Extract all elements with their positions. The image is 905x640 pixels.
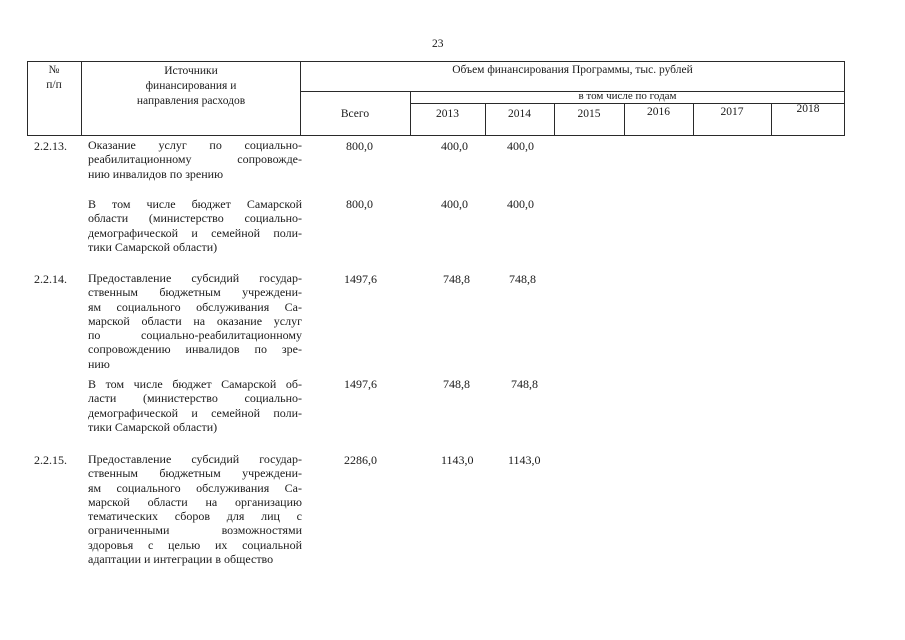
header-source-col	[82, 64, 300, 109]
desc-line: В том числе бюджет Самарской об-	[88, 377, 302, 391]
header-volume-title: Объем финансирования Программы, тыс. рублей	[452, 64, 693, 76]
header-source-line3: направления расходов	[136, 95, 246, 107]
header-year-2016: 2016	[647, 106, 670, 118]
header-top-border	[27, 61, 845, 62]
header-total: Всего	[340, 108, 370, 120]
row-total: 2286,0	[344, 453, 377, 467]
row-total: 800,0	[346, 139, 373, 153]
row-2013: 1143,0	[441, 453, 474, 467]
row-id: 2.2.13.	[34, 139, 67, 153]
row-description	[88, 271, 302, 371]
desc-line: демографической и семейной поли-	[88, 225, 302, 240]
header-num-abbr: п/п	[46, 79, 62, 91]
row-description	[88, 377, 302, 434]
desc-line: марской области на оказание услуг	[88, 313, 302, 328]
row-2014: 1143,0	[508, 453, 541, 467]
row-description	[88, 197, 302, 254]
header-year-2014: 2014	[508, 108, 531, 120]
page-number: 23	[432, 38, 444, 50]
row-id: 2.2.15.	[34, 453, 67, 467]
desc-line: ственным бюджетным учреждени-	[88, 466, 302, 481]
row-2013: 748,8	[443, 272, 470, 286]
desc-line: реабилитационному сопровожде-	[88, 152, 302, 167]
row-description	[88, 452, 302, 566]
row-2013: 400,0	[441, 197, 468, 211]
desc-line: ограниченными возможностями	[88, 523, 302, 538]
row-total: 1497,6	[344, 377, 377, 391]
row-description	[88, 138, 302, 181]
row-2013: 748,8	[443, 377, 470, 391]
desc-line: ям социального обслуживания Са-	[88, 480, 302, 495]
desc-line: области (министерство социально-	[88, 211, 302, 226]
header-year-2013: 2013	[436, 108, 459, 120]
desc-line: марской области на организацию	[88, 494, 302, 509]
desc-line: ственным бюджетным учреждени-	[88, 285, 302, 300]
desc-line: Оказание услуг по социально-	[88, 138, 302, 152]
header-source-line2: финансирования и	[145, 80, 237, 92]
row-total: 1497,6	[344, 272, 377, 286]
row-2014: 748,8	[511, 377, 538, 391]
header-by-years: в том числе по годам	[578, 90, 677, 102]
desc-line: тики Самарской области)	[88, 239, 218, 254]
desc-line: по социально-реабилитационному	[88, 328, 302, 343]
desc-line: В том числе бюджет Самарской	[88, 197, 302, 211]
header-source-line1: Источники	[164, 65, 218, 77]
header-num-sign: №	[48, 64, 60, 76]
header-bottom-border	[27, 135, 845, 136]
desc-line: адаптации и интеграции в общество	[88, 552, 274, 567]
row-2014: 400,0	[507, 197, 534, 211]
row-total: 800,0	[346, 197, 373, 211]
desc-line: Предоставление субсидий государ-	[88, 271, 302, 285]
desc-line: нию	[88, 356, 110, 371]
row-2013: 400,0	[441, 139, 468, 153]
desc-line: нию инвалидов по зрению	[88, 166, 224, 181]
header-year-2015: 2015	[577, 108, 601, 120]
desc-line: демографической и семейной поли-	[88, 405, 302, 420]
row-2014: 400,0	[507, 139, 534, 153]
desc-line: Предоставление субсидий государ-	[88, 452, 302, 466]
desc-line: тематических сборов для лиц с	[88, 509, 302, 524]
header-year-2017: 2017	[720, 106, 744, 118]
desc-line: тики Самарской области)	[88, 419, 218, 434]
desc-line: сопровождению инвалидов по зре-	[88, 342, 302, 357]
header-num-col	[27, 63, 81, 93]
row-2014: 748,8	[509, 272, 536, 286]
header-year-2018: 2018	[796, 103, 820, 115]
desc-line: здоровья с целью их социальной	[88, 537, 302, 552]
desc-line: ям социального обслуживания Са-	[88, 299, 302, 314]
desc-line: ласти (министерство социально-	[88, 391, 302, 406]
row-id: 2.2.14.	[34, 272, 67, 286]
